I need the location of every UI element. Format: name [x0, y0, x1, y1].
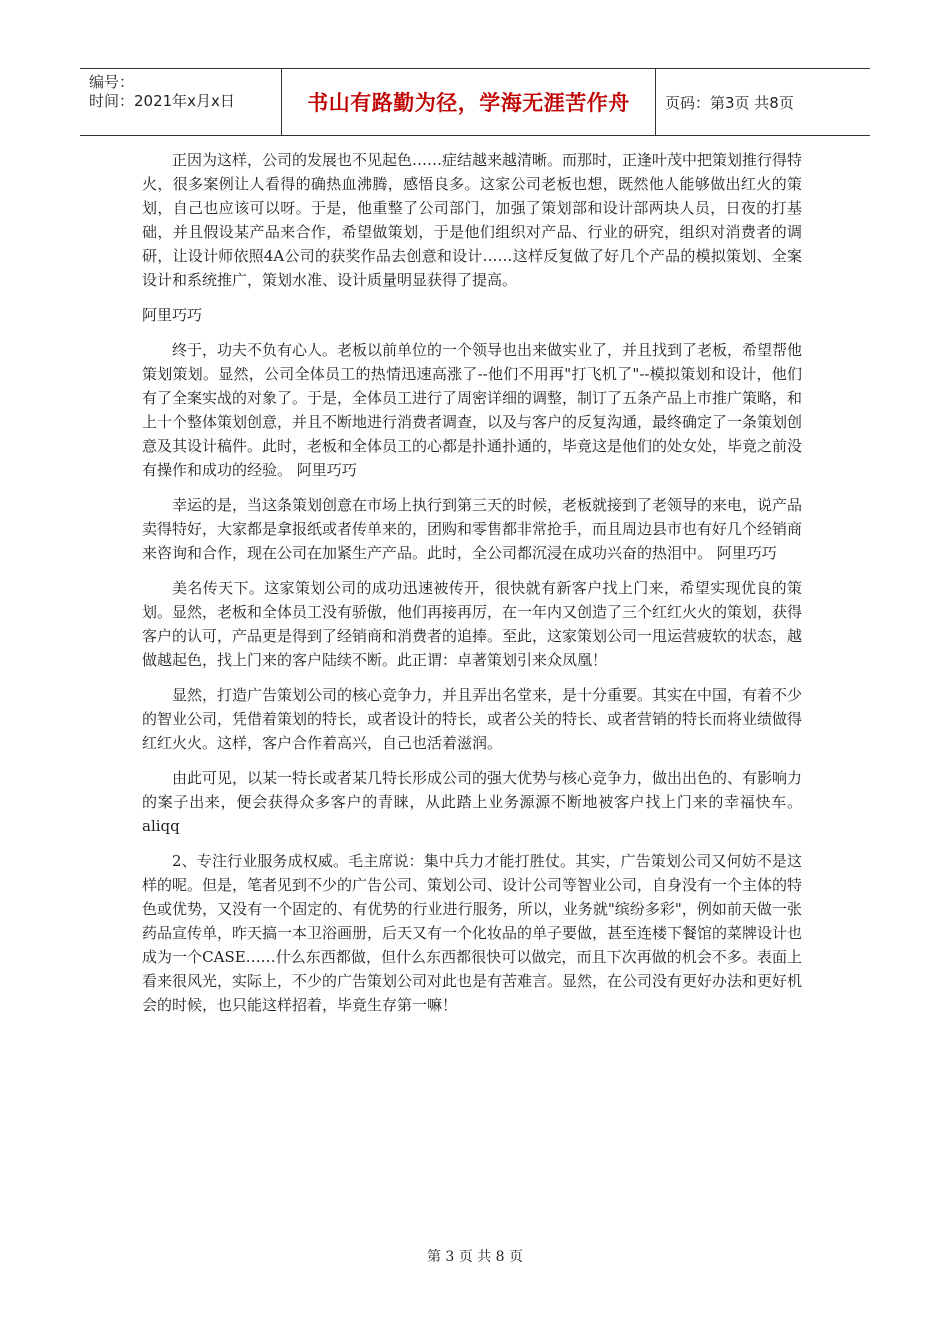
body-paragraph: 显然，打造广告策划公司的核心竞争力，并且弄出名堂来，是十分重要。其实在中国，有着不少的智业公司，凭借着策划的特长，或者设计的特长，或者公关的特长、或者营销的特长而将业绩做得红红火火。这样，客户合作着高兴，自己也活着滋润。	[142, 686, 803, 752]
document-number-label: 编号：	[89, 73, 135, 91]
header-page-info: 页码：第3页 共8页	[665, 93, 794, 112]
body-paragraph: 2、专注行业服务成权威。毛主席说：集中兵力才能打胜仗。其实，广告策划公司又何妨不是这样的呢。但是，笔者见到不少的广告公司、策划公司、设计公司等智业公司，自身没有一个主体的特色或优势，又没有一个固定的、有优势的行业进行服务，所以，业务就"缤纷多彩"，例如前天做一张药品宣传单，昨天搞一本卫浴画册，后天又有一个化妆品的单子要做，甚至连楼下餐馆的菜牌设计也成为一个CASE……什么东西都做，但什么东西都很快可以做完，而且下次再做的机会不多。表面上看来很风光，实际上，不少的广告策划公司对此也是有苦难言。显然，在公司没有更好办法和更好机会的时候，也只能这样招着，毕竟生存第一嘛！	[142, 852, 803, 1014]
header-meta-cell	[80, 69, 282, 135]
body-paragraph: 由此可见，以某一特长或者某几特长形成公司的强大优势与核心竞争力，做出出色的、有影响力的案子出来，便会获得众多客户的青睐，从此踏上业务源源不断地被客户找上门来的幸福快车。 aliqq	[142, 769, 803, 835]
document-date-label: 时间：2021年x月x日	[89, 92, 235, 110]
body-paragraph: 正因为这样，公司的发展也不见起色……症结越来越清晰。而那时，正逢叶茂中把策划推行得特火，很多案例让人看得的确热血沸腾，感悟良多。这家公司老板也想，既然他人能够做出红火的策划，自己也应该可以呀。于是，他重整了公司部门，加强了策划部和设计部两块人员，日夜的打基础，并且假设某产品来合作，希望做策划，于是他们组织对产品、行业的研究，组织对消费者的调研，让设计师依照4A公司的获奖作品去创意和设计……这样反复做了好几个产品的模拟策划、全案设计和系统推广，策划水准、设计质量明显获得了提高。	[142, 151, 803, 289]
body-paragraph: 美名传天下。这家策划公司的成功迅速被传开，很快就有新客户找上门来，希望实现优良的策划。显然，老板和全体员工没有骄傲，他们再接再厉，在一年内又创造了三个红红火火的策划，获得客户的认可，产品更是得到了经销商和消费者的追捧。至此，这家策划公司一甩运营疲软的状态，越做越起色，找上门来的客户陆续不断。此正谓：卓著策划引来众凤凰！	[142, 579, 803, 669]
header-motto: 书山有路勤为径，学海无涯苦作舟	[282, 69, 656, 135]
document-header	[80, 68, 870, 136]
page-footer: 第 3 页 共 8 页	[426, 1249, 524, 1265]
body-paragraph: 阿里巧巧	[142, 306, 203, 324]
body-paragraph: 终于，功夫不负有心人。老板以前单位的一个领导也出来做实业了，并且找到了老板，希望帮他策划策划。显然，公司全体员工的热情迅速高涨了--他们不用再"打飞机了"--模拟策划和设计，他们有了全案实战的对象了。于是，全体员工进行了周密详细的调整，制订了五条产品上市推广策略，和上十个整体策划创意，并且不断地进行消费者调查，以及与客户的反复沟通，最终确定了一条策划创意及其设计稿件。此时，老板和全体员工的心都是扑通扑通的，毕竟这是他们的处女处，毕竟之前没有操作和成功的经验。 阿里巧巧	[142, 341, 803, 479]
document-body	[142, 148, 802, 1028]
body-paragraph: 幸运的是，当这条策划创意在市场上执行到第三天的时候，老板就接到了老领导的来电，说产品卖得特好，大家都是拿报纸或者传单来的，团购和零售都非常抢手，而且周边县市也有好几个经销商来咨询和合作，现在公司在加紧生产产品。此时，全公司都沉浸在成功兴奋的热泪中。 阿里巧巧	[142, 496, 803, 562]
